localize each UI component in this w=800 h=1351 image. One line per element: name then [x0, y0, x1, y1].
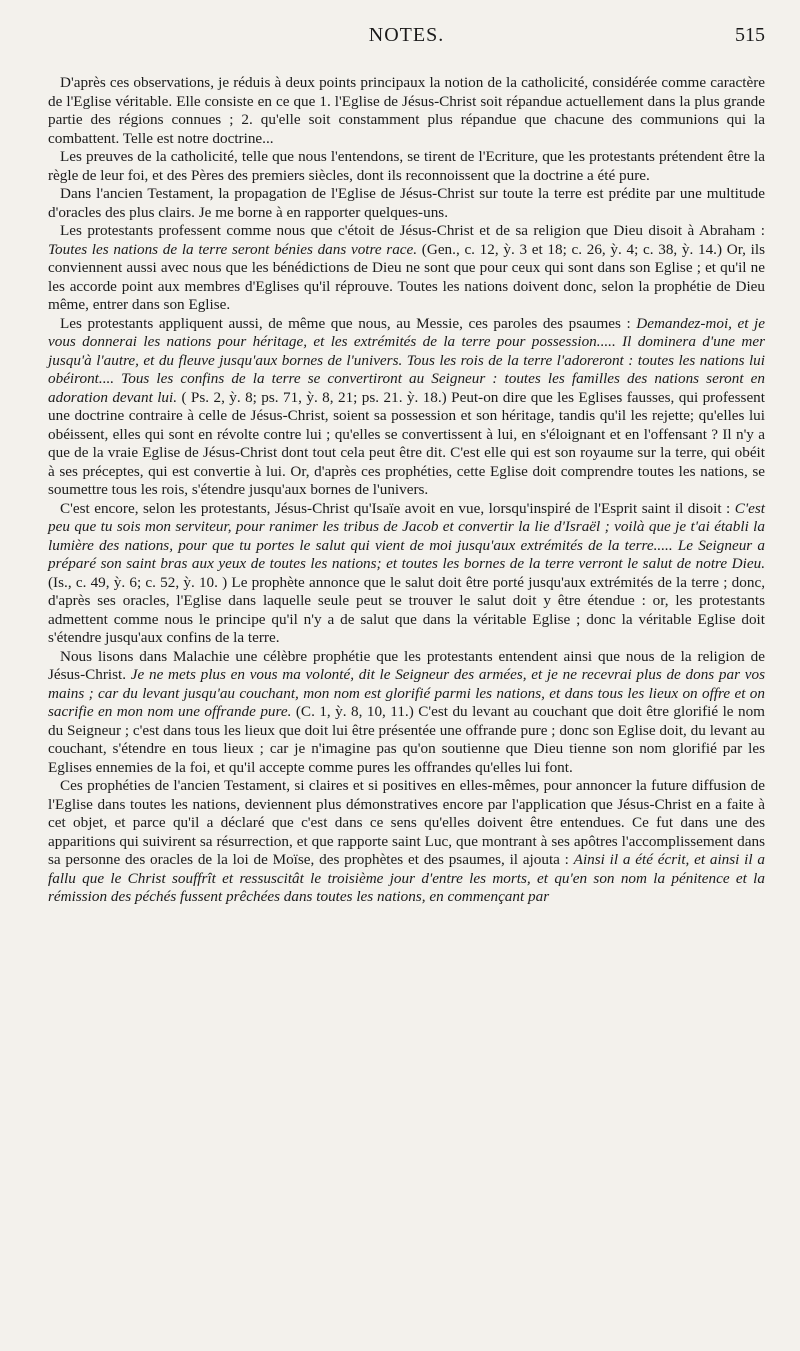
paragraph: Dans l'ancien Testament, la propagation de l'Eglise de Jésus-Christ sur toute la terre est prédite par une multitude d'oracles des plus clairs. Je me borne à en rapporter quelques-uns.: [48, 185, 765, 221]
paragraph: D'après ces observations, je réduis à deux points principaux la notion de la catholicité, considérée comme caractère de l'Eglise véritable. Elle consiste en ce que 1. l'Eglise de Jésus-Christ soit répandue actuellement dans la plus grande partie des régions connues ; 2. qu'elle soit constamment plus répandue que chacune des communions qui la combattent. Telle est notre doctrine...: [48, 74, 765, 147]
paragraph: Nous lisons dans Malachie une célèbre prophétie que les protestants entendent ainsi que nous de la religion de Jésus-Christ. Je ne mets plus en vous ma volonté, dit le Seigneur des armées, et je ne recevrai plus de dons par vos mains ; car du levant jusqu'au couchant, mon nom est glorifié parmi les nations, et dans tous les lieux on offre et on sacrifie en mon nom une offrande pure. (C. 1, ỳ. 8, 10, 11.) C'est du levant au couchant que doit être glorifié le nom du Seigneur ; c'est dans tous les lieux que doit lui être présentée une offrande pure ; donc son Eglise doit, du levant au couchant, s'étendre en tous lieux ; car je n'imagine pas qu'on soutienne que Dieu tienne son nom glorifié par les Eglises ennemies de la foi, et qu'il accepte comme pures les offrandes qu'elles lui font.: [48, 647, 765, 776]
page-header-title: NOTES.: [368, 24, 445, 46]
paragraph: Les protestants professent comme nous que c'étoit de Jésus-Christ et de sa religion que Dieu disoit à Abraham : Toutes les nations de la terre seront bénies dans votre race. (Gen., c. 12, ỳ. 3 et 18; c. 26, ỳ. 4; c. 38, ỳ. 14.) Or, ils conviennent aussi avec nous que les bénédictions de Dieu ne sont que pour ceux qui sont dans son Eglise ; et qu'il ne les accorde point aux membres d'Eglises qu'il réprouve. Toutes les nations doivent donc, selon la prophétie de Dieu même, entrer dans son Eglise.: [48, 222, 765, 313]
paragraph: Les preuves de la catholicité, telle que nous l'entendons, se tirent de l'Ecriture, que les protestants prétendent être la règle de leur foi, et des Pères des premiers siècles, dont ils reconnoissent que la doctrine a été pure.: [48, 148, 765, 184]
body-text: [48, 74, 765, 907]
paragraph: Ces prophéties de l'ancien Testament, si claires et si positives en elles-mêmes, pour annoncer la future diffusion de l'Eglise dans toutes les nations, deviennent plus démonstratives encore par l'application que Jésus-Christ en a faite à cet objet, et parce qu'il a déclaré que c'est dans ce sens qu'elles doivent être entendues. Ce fut dans une des apparitions qui suivirent sa résurrection, et que rapporte saint Luc, que montrant à ses apôtres l'accomplissement dans sa personne des oracles de la loi de Moïse, des prophètes et des psaumes, il ajouta : Ainsi il a été écrit, et ainsi il a fallu que le Christ souffrît et ressuscitât le troisième jour d'entre les morts, et qu'en son nom la pénitence et la rémission des péchés fussent prêchées dans toutes les nations, en commençant par: [48, 777, 765, 905]
paragraph: Les protestants appliquent aussi, de même que nous, au Messie, ces paroles des psaumes : Demandez-moi, et je vous donnerai les nations pour héritage, et les extrémités de la terre pour possession..... Il dominera d'une mer jusqu'à l'autre, et du fleuve jusqu'aux bornes de l'univers. Tous les rois de la terre l'adoreront : toutes les nations lui obéiront.... Tous les confins de la terre se convertiront au Seigneur : toutes les familles des nations seront en adoration devant lui. ( Ps. 2, ỳ. 8; ps. 71, ỳ. 8, 21; ps. 21. ỳ. 18.) Peut-on dire que les Eglises fausses, qui professent une doctrine contraire à celle de Jésus-Christ, soient sa possession et son héritage, tandis qu'il les rejette; qu'elles lui obéissent, elles qui sont en révolte contre lui ; qu'elles se convertissent à lui, en s'éloignant et en l'offensant ? Il n'y a que de la vraie Eglise de Jésus-Christ dont tout cela peut être dit. C'est elle qui est son royaume sur la terre, qui obéit à ses préceptes, qui est convertie à lui. Or, d'après ces prophéties, cette Eglise doit comprendre toutes les nations, se soumettre tous les rois, s'étendre jusqu'aux bornes de l'univers.: [48, 314, 765, 498]
page-number: 515: [735, 24, 765, 46]
running-head: [48, 24, 765, 56]
paragraph: C'est encore, selon les protestants, Jésus-Christ qu'Isaïe avoit en vue, lorsqu'inspiré de l'Esprit saint il disoit : C'est peu que tu sois mon serviteur, pour ranimer les tribus de Jacob et convertir la lie d'Israël ; voilà que je t'ai établi la lumière des nations, pour que tu portes le salut qui vient de moi jusqu'aux extrémités de la terre..... Le Seigneur a préparé son saint bras aux yeux de toutes les nations; et toutes les bornes de la terre verront le salut de notre Dieu. (Is., c. 49, ỳ. 6; c. 52, ỳ. 10. ) Le prophète annonce que le salut doit être porté jusqu'aux extrémités de la terre ; donc, d'après ses oracles, l'Eglise dans laquelle seule peut se trouver le salut doit y être étendue : or, les protestants admettent comme nous le principe qu'il n'y a de salut que dans la véritable Eglise ; donc la véritable Eglise doit s'étendre jusqu'aux confins de la terre.: [48, 499, 765, 646]
